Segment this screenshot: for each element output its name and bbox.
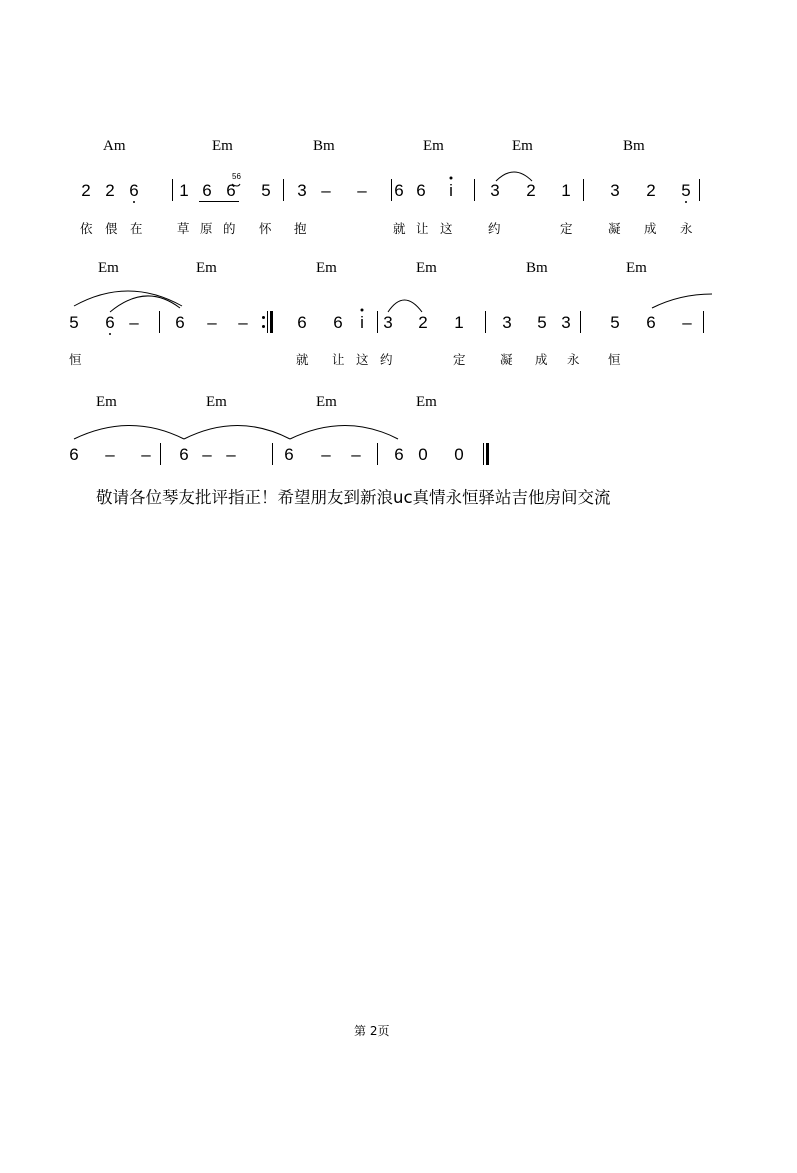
lyric: 恒 bbox=[69, 352, 82, 367]
note: 5 bbox=[681, 181, 691, 200]
note: 3 bbox=[561, 313, 571, 332]
slur bbox=[74, 291, 182, 306]
note: 6 bbox=[333, 313, 343, 332]
note: 2 bbox=[81, 181, 91, 200]
lyric: 凝 bbox=[608, 221, 621, 236]
lyric: 抱 bbox=[294, 221, 307, 236]
lyric: 让 bbox=[332, 352, 345, 367]
chord-label: Am bbox=[103, 138, 126, 154]
note: 1 bbox=[454, 313, 464, 332]
note: 0 bbox=[454, 445, 464, 464]
note: 6 bbox=[175, 313, 185, 332]
note: 6 bbox=[105, 313, 115, 332]
chord-label: Em bbox=[196, 260, 217, 276]
note: 6 bbox=[297, 313, 307, 332]
tie bbox=[290, 426, 398, 440]
tie bbox=[74, 426, 184, 440]
note: – bbox=[321, 181, 331, 200]
note: 6 bbox=[416, 181, 426, 200]
slur bbox=[652, 294, 712, 308]
note: – bbox=[357, 181, 367, 200]
lyric: 约 bbox=[488, 221, 501, 236]
note: – bbox=[226, 445, 236, 464]
lyric: 凝 bbox=[500, 352, 513, 367]
chord-label: Em bbox=[416, 260, 437, 276]
note: 3 bbox=[610, 181, 620, 200]
note: – bbox=[141, 445, 151, 464]
note: 6 bbox=[284, 445, 294, 464]
chord-label: Em bbox=[98, 260, 119, 276]
note: – bbox=[238, 313, 248, 332]
chord-label: Em bbox=[512, 138, 533, 154]
slur bbox=[110, 296, 180, 312]
note: – bbox=[202, 445, 212, 464]
chord-label: Bm bbox=[526, 260, 548, 276]
note: 6 bbox=[394, 445, 404, 464]
slur bbox=[388, 300, 422, 312]
lyric: 就 bbox=[296, 352, 309, 367]
note: 5 bbox=[69, 313, 79, 332]
lyric: 定 bbox=[453, 352, 466, 367]
note: 2 bbox=[418, 313, 428, 332]
footer-note: 敬请各位琴友批评指正！希望朋友到新浪uc真情永恒驿站吉他房间交流 bbox=[96, 488, 611, 507]
chord-label: Em bbox=[316, 260, 337, 276]
note: – bbox=[207, 313, 217, 332]
lyric: 成 bbox=[535, 352, 548, 367]
note: 1 bbox=[179, 181, 189, 200]
note: 6 bbox=[202, 181, 212, 200]
note: 6 bbox=[394, 181, 404, 200]
lyric: 就 bbox=[393, 221, 406, 236]
lyric: 让 bbox=[416, 221, 429, 236]
grace-notes: 56 bbox=[232, 172, 241, 181]
lyric: 偎 bbox=[105, 221, 118, 236]
chord-label: Bm bbox=[623, 138, 645, 154]
lyric: 原 bbox=[200, 221, 213, 236]
note: – bbox=[351, 445, 361, 464]
note-high-octave: i bbox=[449, 181, 453, 200]
note: 6 bbox=[179, 445, 189, 464]
grace-slur bbox=[232, 184, 240, 186]
lyric: 恒 bbox=[608, 352, 621, 367]
slur bbox=[496, 172, 532, 181]
lyric: 永 bbox=[680, 221, 693, 236]
page-number: 第 2页 bbox=[354, 1024, 390, 1038]
chord-label: Em bbox=[423, 138, 444, 154]
note: 6 bbox=[129, 181, 139, 200]
chord-label: Em bbox=[212, 138, 233, 154]
tie bbox=[184, 426, 290, 440]
note: 0 bbox=[418, 445, 428, 464]
note: 2 bbox=[105, 181, 115, 200]
lyric: 草 bbox=[177, 221, 190, 236]
note: 2 bbox=[526, 181, 536, 200]
note: 5 bbox=[610, 313, 620, 332]
lyric: 定 bbox=[560, 221, 573, 236]
chord-label: Em bbox=[626, 260, 647, 276]
note: – bbox=[129, 313, 139, 332]
note: 6 bbox=[69, 445, 79, 464]
lyric: 这 bbox=[356, 352, 369, 367]
note: – bbox=[105, 445, 115, 464]
note: 6 bbox=[646, 313, 656, 332]
high-octave-dot bbox=[361, 309, 363, 311]
lyric: 这 bbox=[440, 221, 453, 236]
lyric: 的 bbox=[223, 221, 236, 236]
note: – bbox=[321, 445, 331, 464]
note: 5 bbox=[261, 181, 271, 200]
note: – bbox=[682, 313, 692, 332]
note: 2 bbox=[646, 181, 656, 200]
lyric: 约 bbox=[380, 352, 393, 367]
chord-label: Bm bbox=[313, 138, 335, 154]
chord-label: Em bbox=[206, 394, 227, 410]
note: 5 bbox=[537, 313, 547, 332]
chord-label: Em bbox=[416, 394, 437, 410]
lyric: 永 bbox=[567, 352, 580, 367]
lyric: 怀 bbox=[259, 221, 272, 236]
note: 3 bbox=[502, 313, 512, 332]
note: 3 bbox=[490, 181, 500, 200]
note: 1 bbox=[561, 181, 571, 200]
note: 3 bbox=[297, 181, 307, 200]
chord-label: Em bbox=[316, 394, 337, 410]
note: 3 bbox=[383, 313, 393, 332]
chord-label: Em bbox=[96, 394, 117, 410]
note: 6 bbox=[226, 181, 236, 200]
high-octave-dot bbox=[450, 177, 452, 179]
note-high-octave: i bbox=[360, 313, 364, 332]
lyric: 依 bbox=[80, 221, 93, 236]
lyric: 在 bbox=[130, 221, 143, 236]
lyric: 成 bbox=[644, 221, 657, 236]
